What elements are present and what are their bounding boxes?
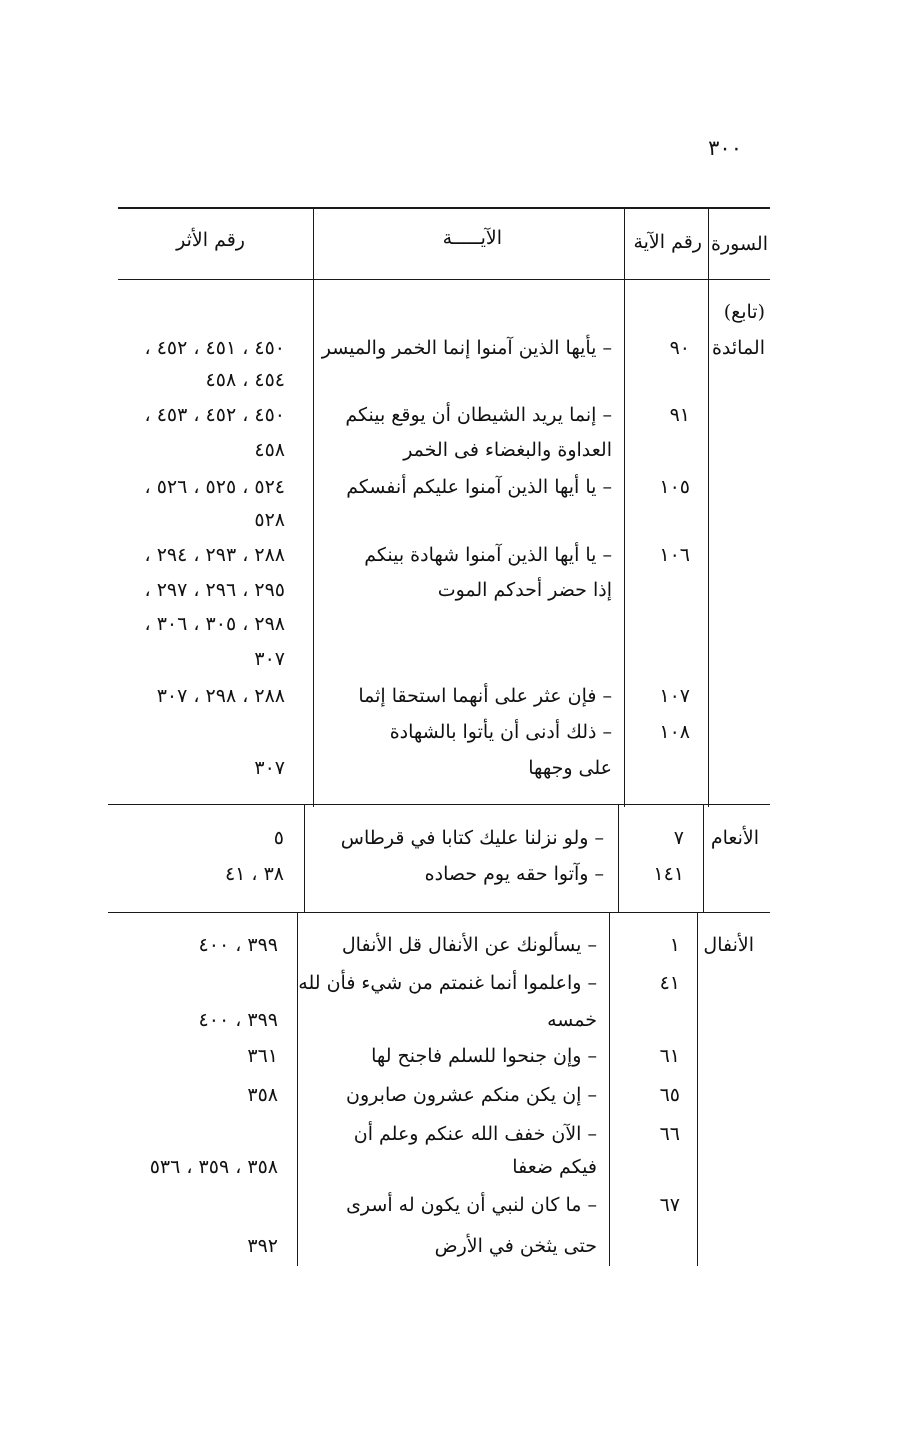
section-rule-anam: [108, 912, 770, 913]
column-divider-ayah: [297, 913, 298, 1266]
cell-athar-refs: ٣٩٩ ، ٤٠٠: [198, 934, 278, 956]
cell-ayah-text: – يا أيها الذين آمنوا شهادة بينكم: [364, 544, 612, 566]
cell-athar-refs: ٣٩٩ ، ٤٠٠: [198, 1009, 278, 1031]
cell-surah: الأنعام: [710, 827, 759, 849]
cell-athar-refs: ٣٥٨: [247, 1084, 278, 1106]
cell-athar-refs: ٤٥٠ ، ٤٥١ ، ٤٥٢ ،: [144, 337, 285, 359]
cell-ayah-text: – ما كان لنبي أن يكون له أسرى: [346, 1194, 597, 1216]
cell-athar-refs: ٤٥٠ ، ٤٥٢ ، ٤٥٣ ،: [144, 404, 285, 426]
cell-ayah-number: ٦٥: [659, 1084, 680, 1106]
cell-ayah-number: ١٠٥: [659, 476, 690, 498]
cell-ayah-number: ٦١: [659, 1045, 680, 1067]
header-ayah-number: رقم الآية: [633, 231, 702, 253]
cell-ayah-text: – ولو نزلنا عليك كتابا في قرطاس: [340, 827, 604, 849]
header-bottom-rule: [118, 279, 770, 280]
cell-ayah-number: ١: [669, 934, 680, 956]
cell-ayah-text: خمسه: [547, 1009, 597, 1031]
cell-ayah-text: – الآن خفف الله عنكم وعلم أن: [353, 1123, 597, 1145]
cell-ayah-text: – ذلك أدنى أن يأتوا بالشهادة: [389, 721, 612, 743]
cell-ayah-text: العداوة والبغضاء فى الخمر: [403, 439, 612, 461]
cell-ayah-text: – فإن عثر على أنهما استحقا إثما: [358, 685, 612, 707]
column-divider-surah: [697, 913, 698, 1266]
cell-athar-refs: ٣٦١: [247, 1045, 278, 1067]
cell-athar-refs: ٥٢٤ ، ٥٢٥ ، ٥٢٦ ،: [144, 476, 285, 498]
cell-ayah-text: – وآتوا حقه يوم حصاده: [424, 863, 604, 885]
cell-athar-refs: ٣٥٨ ، ٣٥٩ ، ٥٣٦: [149, 1156, 278, 1178]
cell-athar-refs: ٤٥٤ ، ٤٥٨: [205, 369, 285, 391]
column-divider-number: [618, 805, 619, 913]
cell-ayah-number: ١٠٨: [659, 721, 690, 743]
column-divider-ayah: [313, 209, 314, 807]
cell-ayah-text: فيكم ضعفا: [512, 1156, 597, 1178]
cell-ayah-number: ٧: [673, 827, 684, 849]
cell-athar-refs: ٢٨٨ ، ٢٩٨ ، ٣٠٧: [156, 685, 285, 707]
cell-ayah-text: – يأيها الذين آمنوا إنما الخمر والميسر: [321, 337, 612, 359]
cell-ayah-text: – يا أيها الذين آمنوا عليكم أنفسكم: [346, 476, 612, 498]
cell-ayah-number: ٩١: [669, 404, 690, 426]
page-number: ٣٠٠: [708, 136, 742, 160]
table-top-rule: [118, 207, 770, 209]
cell-surah: (تابع): [723, 301, 765, 323]
header-athar-number: رقم الأثر: [176, 229, 245, 251]
column-divider-surah: [703, 805, 704, 913]
cell-ayah-text: – واعلموا أنما غنمتم من شيء فأن لله: [298, 972, 597, 994]
cell-ayah-text: على وجهها: [528, 757, 612, 779]
column-divider-surah: [708, 209, 709, 807]
cell-ayah-text: إذا حضر أحدكم الموت: [437, 579, 612, 601]
cell-ayah-number: ٦٦: [659, 1123, 680, 1145]
cell-ayah-text: – إن يكن منكم عشرون صابرون: [346, 1084, 597, 1106]
column-divider-number: [624, 209, 625, 807]
header-ayah: الآيـــــة: [442, 227, 502, 249]
cell-ayah-number: ٤١: [659, 972, 680, 994]
cell-athar-refs: ٣٩٢: [247, 1235, 278, 1257]
cell-ayah-text: حتى يثخن في الأرض: [434, 1235, 597, 1257]
section-rule-maidah: [108, 804, 770, 805]
cell-ayah-text: – يسألونك عن الأنفال قل الأنفال: [341, 934, 597, 956]
header-surah: السورة: [711, 233, 768, 255]
cell-athar-refs: ٢٩٥ ، ٢٩٦ ، ٢٩٧ ،: [144, 579, 285, 601]
cell-athar-refs: ٣٠٧: [254, 648, 285, 670]
cell-athar-refs: ٥: [273, 827, 284, 849]
column-divider-ayah: [304, 805, 305, 913]
cell-ayah-text: – إنما يريد الشيطان أن يوقع بينكم: [345, 404, 612, 426]
cell-athar-refs: ٣٨ ، ٤١: [224, 863, 284, 885]
cell-surah: الأنفال: [703, 934, 754, 956]
cell-athar-refs: ٤٥٨: [254, 439, 285, 461]
cell-athar-refs: ٢٨٨ ، ٢٩٣ ، ٢٩٤ ،: [144, 544, 285, 566]
cell-surah: المائدة: [711, 337, 765, 359]
column-divider-number: [609, 913, 610, 1266]
cell-ayah-number: ٩٠: [669, 337, 690, 359]
cell-ayah-number: ١٠٦: [659, 544, 690, 566]
cell-ayah-number: ١٤١: [653, 863, 684, 885]
cell-ayah-number: ٦٧: [659, 1194, 680, 1216]
cell-ayah-number: ١٠٧: [659, 685, 690, 707]
cell-athar-refs: ٣٠٧: [254, 757, 285, 779]
cell-athar-refs: ٢٩٨ ، ٣٠٥ ، ٣٠٦ ،: [144, 613, 285, 635]
cell-athar-refs: ٥٢٨: [254, 509, 285, 531]
cell-ayah-text: – وإن جنحوا للسلم فاجنح لها: [371, 1045, 597, 1067]
